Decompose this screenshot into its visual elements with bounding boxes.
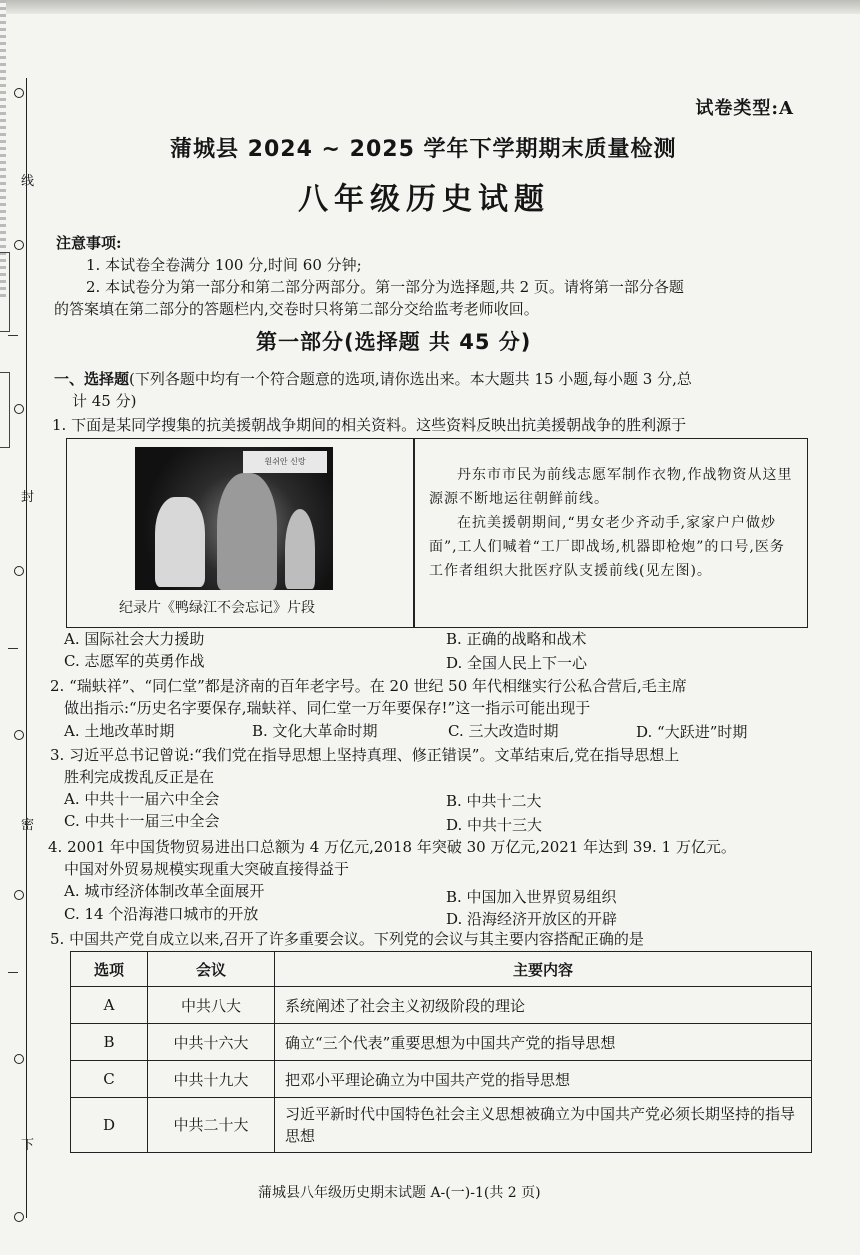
material-paragraph: 丹东市市民为前线志愿军制作衣物,作战物资从这里源源不断地运往朝鲜前线。: [429, 467, 793, 507]
margin-label-xian: 线: [21, 174, 35, 189]
table-cell: 确立“三个代表”重要思想为中国共产党的指导思想: [275, 1024, 812, 1061]
q4-stem: 4. 2001 年中国货物贸易进出口总额为 4 万亿元,2018 年突破 30 万亿元,2021 年达到 39. 1 万亿元。: [48, 838, 736, 856]
table-row: [71, 987, 812, 1024]
table-header: 会议: [148, 952, 275, 987]
table-row: [71, 1061, 812, 1098]
q3-option-d: D. 中共十三大: [446, 816, 543, 834]
binding-hole-icon: [14, 1054, 24, 1064]
photo-figure: [155, 497, 205, 587]
q2-option-b: B. 文化大革命时期: [252, 722, 378, 740]
table-cell: A: [71, 987, 148, 1024]
table-cell: B: [71, 1024, 148, 1061]
margin-line: [26, 78, 27, 1218]
binding-hole-icon: [14, 730, 24, 740]
table-header: 主要内容: [275, 952, 812, 987]
q2-stem-cont: 做出指示:“历史名字要保存,瑞蚨祥、同仁堂一万年要保存!”这一指示可能出现于: [64, 699, 591, 717]
exam-title: 蒲城县 2024 ~ 2025 学年下学期期末质量检测: [170, 137, 677, 162]
notice-item-1: 1. 本试卷全卷满分 100 分,时间 60 分钟;: [86, 256, 362, 274]
documentary-photo: [135, 447, 333, 590]
scan-top-band: [0, 0, 860, 14]
margin-tick: [8, 648, 18, 649]
table-cell: 中共十九大: [148, 1061, 275, 1098]
q2-option-d: D. “大跃进”时期: [636, 723, 748, 741]
material-divider: [413, 439, 415, 627]
photo-figure: [285, 509, 315, 589]
q5-stem: 5. 中国共产党自成立以来,召开了许多重要会议。下列党的会议与其主要内容搭配正确的是: [50, 930, 644, 948]
table-cell: 中共八大: [148, 987, 275, 1024]
margin-label-feng: 封: [21, 490, 35, 505]
q3-stem: 3. 习近平总书记曾说:“我们党在指导思想上坚持真理、修正错误”。文革结束后,党在指导思想上: [50, 746, 680, 764]
margin-tick: [8, 335, 18, 336]
section-intro: [54, 368, 692, 390]
photo-sign: 원쉬안 신랑: [243, 451, 327, 473]
photo-caption: 纪录片《鸭绿江不会忘记》片段: [119, 600, 315, 616]
section-title: 一、选择题: [54, 370, 130, 388]
q1-material-text: [429, 463, 795, 583]
q4-option-d: D. 沿海经济开放区的开辟: [446, 910, 618, 928]
paper-type: 试卷类型:A: [695, 98, 794, 119]
q2-option-a: A. 土地改革时期: [64, 722, 175, 740]
q4-stem-cont: 中国对外贸易规模实现重大突破直接得益于: [64, 860, 350, 878]
binding-hole-icon: [14, 404, 24, 414]
binding-hole-icon: [14, 890, 24, 900]
section-desc-cont: 计 45 分): [72, 392, 137, 410]
binding-hole-icon: [14, 566, 24, 576]
margin-tick: [8, 972, 18, 973]
binding-margin: [0, 0, 48, 1255]
table-row: [71, 1098, 812, 1153]
table-cell: 中共二十大: [148, 1098, 275, 1153]
material-paragraph: 在抗美援朝期间,“男女老少齐动手,家家户户做炒面”,工人们喊着“工厂即战场,机器即枪炮”的口号,医务工作者组织大批医疗队支援前线(见左图)。: [429, 515, 785, 579]
notice-item-2: 2. 本试卷分为第一部分和第二部分两部分。第一部分为选择题,共 2 页。请将第一部分各题: [86, 278, 684, 296]
q1-option-c: C. 志愿军的英勇作战: [64, 652, 205, 670]
exam-subtitle: 八年级历史试题: [298, 182, 550, 217]
binding-hole-icon: [14, 240, 24, 250]
q1-option-b: B. 正确的战略和战术: [446, 630, 587, 648]
table-cell: C: [71, 1061, 148, 1098]
q4-option-a: A. 城市经济体制改革全面展开: [64, 882, 265, 900]
q5-table: [70, 951, 812, 1153]
table-cell: 中共十六大: [148, 1024, 275, 1061]
table-cell: 习近平新时代中国特色社会主义思想被确立为中国共产党必须长期坚持的指导思想: [275, 1098, 812, 1153]
q4-option-c: C. 14 个沿海港口城市的开放: [64, 905, 259, 923]
margin-box: [0, 252, 10, 332]
q2-stem: 2. “瑞蚨祥”、“同仁堂”都是济南的百年老字号。在 20 世纪 50 年代相继实行公私合营后,毛主席: [50, 677, 687, 695]
q1-option-a: A. 国际社会大力援助: [64, 630, 205, 648]
margin-label-xia: 下: [21, 1138, 35, 1153]
table-row: [71, 1024, 812, 1061]
table-header-row: [71, 952, 812, 987]
photo-figure: [217, 473, 277, 590]
q2-option-c: C. 三大改造时期: [448, 722, 559, 740]
section-desc: (下列各题中均有一个符合题意的选项,请你选出来。本大题共 15 小题,每小题 3 分,总: [129, 370, 692, 388]
q3-stem-cont: 胜利完成拨乱反正是在: [64, 768, 215, 786]
q1-stem: 1. 下面是某同学搜集的抗美援朝战争期间的相关资料。这些资料反映出抗美援朝战争的胜利源于: [52, 416, 687, 434]
part1-heading: 第一部分(选择题 共 45 分): [256, 330, 532, 354]
q3-option-a: A. 中共十一届六中全会: [64, 790, 220, 808]
notice-heading: 注意事项:: [56, 234, 122, 252]
table-cell: 系统阐述了社会主义初级阶段的理论: [275, 987, 812, 1024]
q3-option-b: B. 中共十二大: [446, 792, 542, 810]
table-cell: 把邓小平理论确立为中国共产党的指导思想: [275, 1061, 812, 1098]
q1-option-d: D. 全国人民上下一心: [446, 654, 588, 672]
margin-box: [0, 372, 10, 448]
table-cell: D: [71, 1098, 148, 1153]
binding-hole-icon: [14, 88, 24, 98]
table-header: 选项: [71, 952, 148, 987]
binding-hole-icon: [14, 1212, 24, 1222]
notice-item-2-cont: 的答案填在第二部分的答题栏内,交卷时只将第二部分交给监考老师收回。: [54, 300, 539, 318]
page-footer: 蒲城县八年级历史期末试题 A-(一)-1(共 2 页): [258, 1185, 541, 1201]
q3-option-c: C. 中共十一届三中全会: [64, 812, 220, 830]
q1-material-box: [66, 438, 808, 628]
q4-option-b: B. 中国加入世界贸易组织: [446, 888, 617, 906]
margin-label-mi: 密: [21, 818, 35, 833]
